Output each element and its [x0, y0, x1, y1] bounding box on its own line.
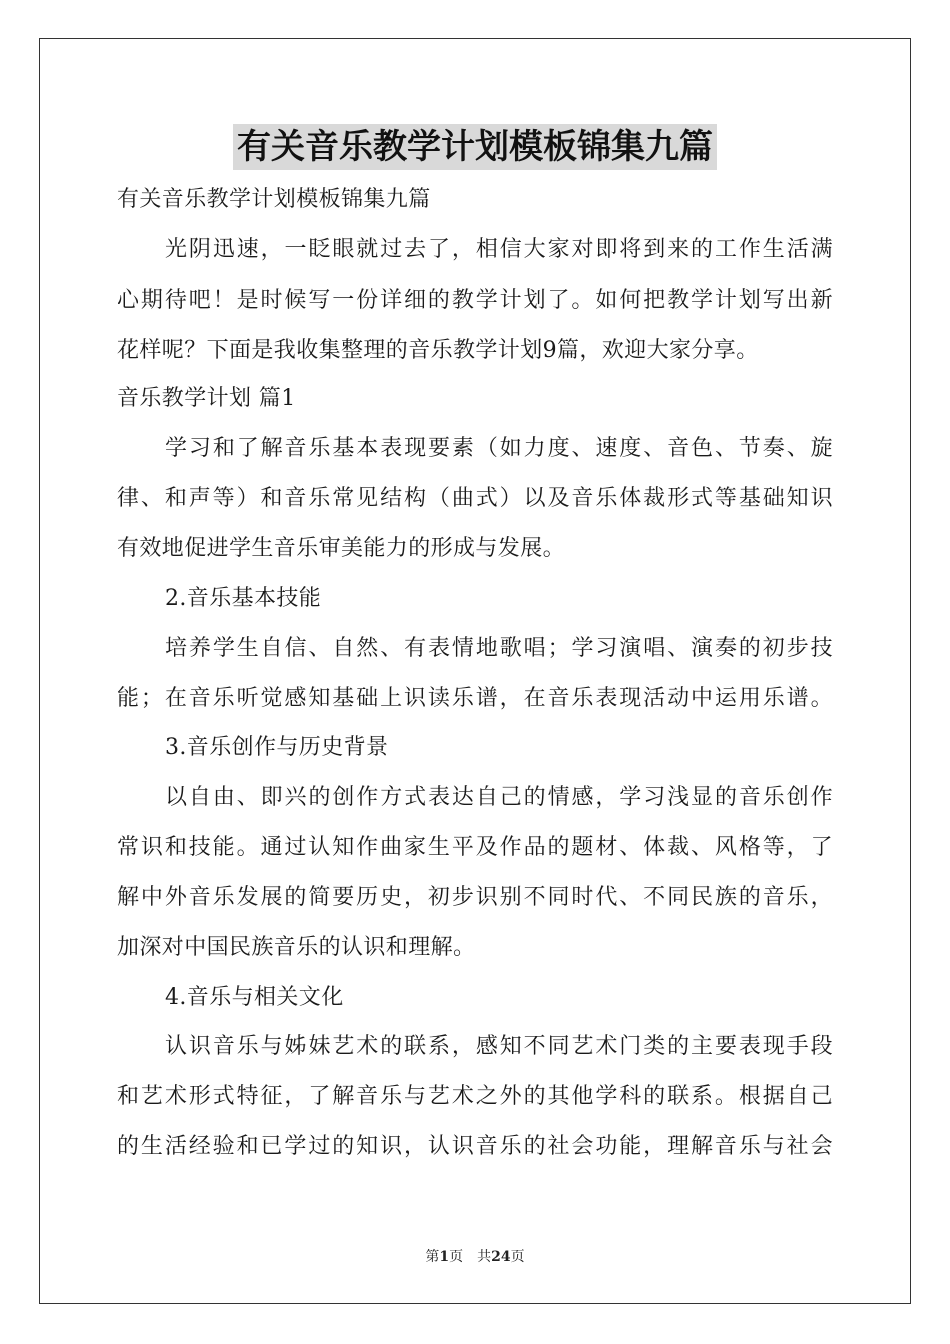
document-title — [0, 124, 950, 170]
paragraph-line: 能；在音乐听觉感知基础上识读乐谱，在音乐表现活动中运用乐谱。 — [117, 686, 833, 711]
section-heading: 音乐教学计划 篇1 — [117, 386, 296, 411]
paragraph-line: 培养学生自信、自然、有表情地歌唱；学习演唱、演奏的初步技 — [165, 636, 833, 661]
document-title-text: 有关音乐教学计划模板锦集九篇 — [233, 124, 717, 170]
page-border — [39, 38, 911, 1304]
subtitle-line: 有关音乐教学计划模板锦集九篇 — [117, 187, 431, 212]
footer-page-mid: 页 共 — [449, 1249, 492, 1265]
paragraph-line: 有效地促进学生音乐审美能力的形成与发展。 — [117, 536, 566, 561]
paragraph-line: 认识音乐与姊妹艺术的联系，感知不同艺术门类的主要表现手段 — [165, 1034, 833, 1059]
footer-page-current: 1 — [439, 1249, 450, 1265]
page-footer — [0, 1246, 950, 1266]
footer-page-total: 24 — [491, 1249, 511, 1265]
subsection-heading: 3.音乐创作与历史背景 — [165, 735, 389, 760]
paragraph-line: 常识和技能。通过认知作曲家生平及作品的题材、体裁、风格等，了 — [117, 835, 833, 860]
paragraph-line: 和艺术形式特征，了解音乐与艺术之外的其他学科的联系。根据自己 — [117, 1084, 833, 1109]
subsection-heading: 2.音乐基本技能 — [165, 586, 322, 611]
paragraph-line: 解中外音乐发展的简要历史，初步识别不同时代、不同民族的音乐， — [117, 885, 833, 910]
paragraph-line: 的生活经验和已学过的知识，认识音乐的社会功能，理解音乐与社会 — [117, 1134, 833, 1159]
paragraph-line: 花样呢？下面是我收集整理的音乐教学计划9篇，欢迎大家分享。 — [117, 338, 759, 363]
paragraph-line: 律、和声等）和音乐常见结构（曲式）以及音乐体裁形式等基础知识 — [117, 486, 833, 511]
footer-page-suffix: 页 — [510, 1249, 525, 1265]
footer-page-prefix: 第 — [425, 1249, 440, 1265]
paragraph-line: 心期待吧！是时候写一份详细的教学计划了。如何把教学计划写出新 — [117, 288, 833, 313]
paragraph-line: 以自由、即兴的创作方式表达自己的情感，学习浅显的音乐创作 — [165, 785, 833, 810]
subsection-heading: 4.音乐与相关文化 — [165, 985, 344, 1010]
paragraph-line: 学习和了解音乐基本表现要素（如力度、速度、音色、节奏、旋 — [165, 436, 833, 461]
paragraph-line: 加深对中国民族音乐的认识和理解。 — [117, 935, 476, 960]
paragraph-line: 光阴迅速，一眨眼就过去了，相信大家对即将到来的工作生活满 — [165, 237, 833, 262]
